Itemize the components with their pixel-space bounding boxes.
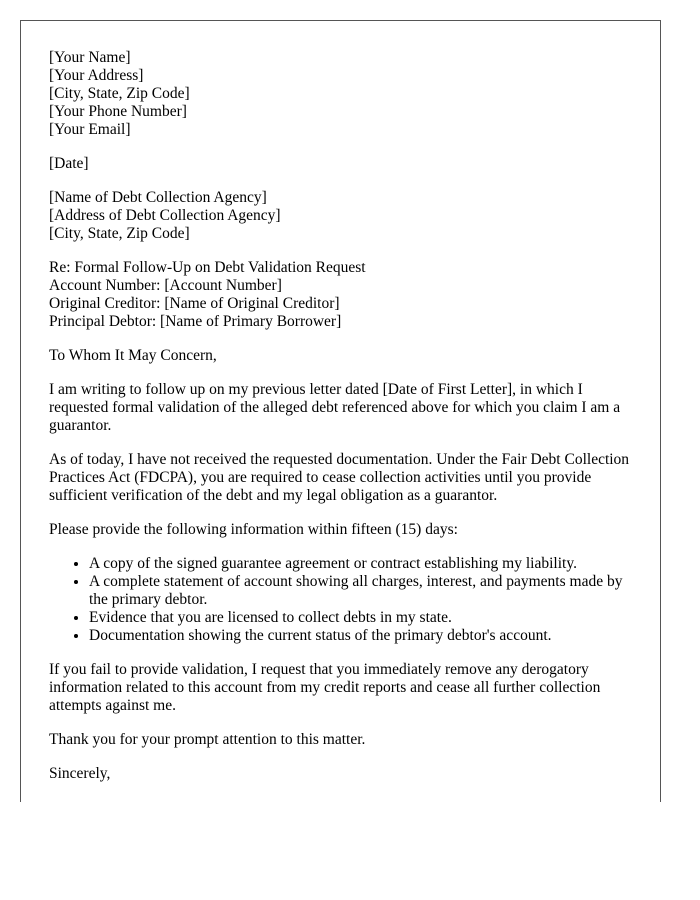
letter-page xyxy=(20,20,661,802)
body-paragraph: If you fail to provide validation, I request that you immediately remove any derogatory information related to this account from my credit reports and cease all further collection attempts against me. xyxy=(49,661,601,714)
sender-name: [Your Name] xyxy=(49,49,131,66)
sender-address: [Your Address] xyxy=(49,67,144,84)
list-item: • Documentation showing the current status of the primary debtor's account. xyxy=(89,627,639,645)
salutation: To Whom It May Concern, xyxy=(49,347,217,364)
sender-email: [Your Email] xyxy=(49,121,131,138)
request-list xyxy=(49,555,639,645)
recipient-address: [Address of Debt Collection Agency] xyxy=(49,207,281,224)
recipient-block xyxy=(49,189,639,243)
recipient-city-state-zip: [City, State, Zip Code] xyxy=(49,225,190,242)
list-item: • A complete statement of account showing all charges, interest, and payments made by the primary debtor. xyxy=(89,573,639,609)
body-paragraph: I am writing to follow up on my previous letter dated [Date of First Letter], in which I requested formal validation of the alleged debt referenced above for which you claim I am a guarantor. xyxy=(49,381,621,434)
body-paragraph: As of today, I have not received the requested documentation. Under the Fair Debt Collection Practices Act (FDCPA), you are required to cease collection activities until you provide sufficient verification of the debt and my legal obligation as a guarantor. xyxy=(49,451,630,504)
list-item: • Evidence that you are licensed to collect debts in my state. xyxy=(89,609,639,627)
sender-phone: [Your Phone Number] xyxy=(49,103,187,120)
original-creditor-line: Original Creditor: [Name of Original Creditor] xyxy=(49,295,340,312)
date-block xyxy=(49,155,639,173)
closing: Sincerely, xyxy=(49,765,111,782)
letter-date: [Date] xyxy=(49,155,89,172)
body-paragraph: Please provide the following information within fifteen (15) days: xyxy=(49,521,458,538)
account-number-line: Account Number: [Account Number] xyxy=(49,277,282,294)
body-paragraph: Thank you for your prompt attention to this matter. xyxy=(49,731,366,748)
sender-city-state-zip: [City, State, Zip Code] xyxy=(49,85,190,102)
principal-debtor-line: Principal Debtor: [Name of Primary Borrower] xyxy=(49,313,342,330)
reference-block xyxy=(49,259,639,331)
letter-body xyxy=(49,49,639,799)
recipient-name: [Name of Debt Collection Agency] xyxy=(49,189,267,206)
subject-line: Re: Formal Follow-Up on Debt Validation Request xyxy=(49,259,366,276)
list-item: • A copy of the signed guarantee agreement or contract establishing my liability. xyxy=(89,555,639,573)
sender-block xyxy=(49,49,639,139)
